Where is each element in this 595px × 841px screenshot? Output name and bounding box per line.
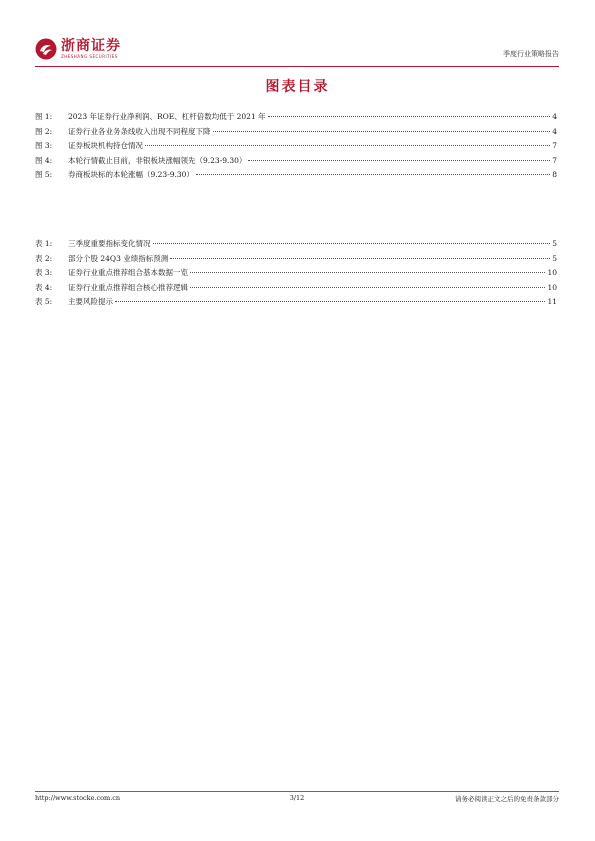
page-number: 3/12 <box>289 794 305 802</box>
toc-entry-label: 图 1: <box>35 112 53 121</box>
toc-entry-figure-5[interactable] <box>35 169 557 184</box>
table-list <box>35 238 557 311</box>
toc-title: 图表目录 <box>265 79 330 95</box>
toc-entry-title: 本轮行情截止目前，非银板块涨幅领先（9.23-9.30） <box>68 155 247 165</box>
footer-divider <box>35 791 559 792</box>
toc-entry-page: 7 <box>552 155 557 165</box>
website-link[interactable]: http://www.stocke.com.cn <box>35 794 121 802</box>
toc-entry-label: 表 5: <box>35 297 53 306</box>
toc-entry-label: 表 1: <box>35 239 53 248</box>
toc-entry-figure-1[interactable] <box>35 111 557 126</box>
page-footer <box>35 794 559 804</box>
toc-entry-figure-2[interactable] <box>35 126 557 141</box>
toc-entry-page: 8 <box>552 170 557 179</box>
dot-leader <box>170 258 550 259</box>
toc-entry-table-3[interactable] <box>35 267 557 282</box>
page-header <box>35 38 559 64</box>
toc-entry-label: 图 4: <box>35 155 53 165</box>
toc-entry-label: 图 3: <box>35 141 53 150</box>
toc-entry-page: 10 <box>547 268 557 277</box>
dot-leader <box>196 174 550 175</box>
toc-entry-title: 三季度重要指标变化情况 <box>68 239 151 248</box>
toc-entry-label: 表 4: <box>35 282 53 292</box>
header-divider <box>35 66 559 67</box>
toc-entry-title: 券商板块标的本轮涨幅（9.23-9.30） <box>68 170 194 179</box>
brand-name-cn: 浙商证券 <box>61 37 121 54</box>
toc-entry-page: 10 <box>547 282 557 292</box>
report-type: 季度行业策略报告 <box>503 50 559 58</box>
dot-leader <box>145 145 550 146</box>
toc-entry-page: 7 <box>552 141 557 150</box>
toc-entry-page: 4 <box>552 126 557 136</box>
toc-entry-page: 5 <box>552 253 557 263</box>
toc-entry-page: 4 <box>552 112 557 121</box>
toc-entry-figure-3[interactable] <box>35 140 557 155</box>
dot-leader <box>115 301 545 302</box>
toc-entry-title: 证券行业重点推荐组合基本数据一览 <box>68 268 188 277</box>
toc-entry-title: 部分个股 24Q3 业绩指标预测 <box>68 253 169 263</box>
toc-entry-label: 表 3: <box>35 268 53 277</box>
toc-entry-page: 11 <box>547 297 557 306</box>
toc-entry-table-5[interactable] <box>35 296 557 311</box>
figure-list <box>35 111 557 184</box>
toc-entry-title: 证券行业各业务条线收入出现不同程度下降 <box>68 126 211 136</box>
toc-entry-page: 5 <box>552 239 557 248</box>
dot-leader <box>190 287 545 288</box>
dot-leader <box>268 116 551 117</box>
toc-entry-title: 主要风险提示 <box>68 297 113 306</box>
toc-entry-table-4[interactable] <box>35 282 557 297</box>
toc-entry-label: 图 5: <box>35 170 53 179</box>
toc-entry-table-2[interactable] <box>35 253 557 268</box>
toc-entry-table-1[interactable] <box>35 238 557 253</box>
toc-entry-title: 2023 年证券行业净利润、ROE、杠杆倍数均低于 2021 年 <box>68 112 266 121</box>
company-logo <box>35 38 121 60</box>
zheshang-logo-icon <box>35 38 57 60</box>
toc-entry-title: 证券板块机构持仓情况 <box>68 141 143 150</box>
dot-leader <box>153 243 551 244</box>
dot-leader <box>190 272 545 273</box>
disclaimer-text: 请务必阅读正文之后的免责条款部分 <box>455 795 559 803</box>
dot-leader <box>213 131 551 132</box>
toc-entry-figure-4[interactable] <box>35 155 557 170</box>
toc-entry-label: 表 2: <box>35 253 53 263</box>
toc-entry-title: 证券行业重点推荐组合核心推荐逻辑 <box>68 282 188 292</box>
brand-name-en: ZHESHANG SECURITIES <box>61 53 118 59</box>
toc-entry-label: 图 2: <box>35 126 53 136</box>
dot-leader <box>248 160 550 161</box>
